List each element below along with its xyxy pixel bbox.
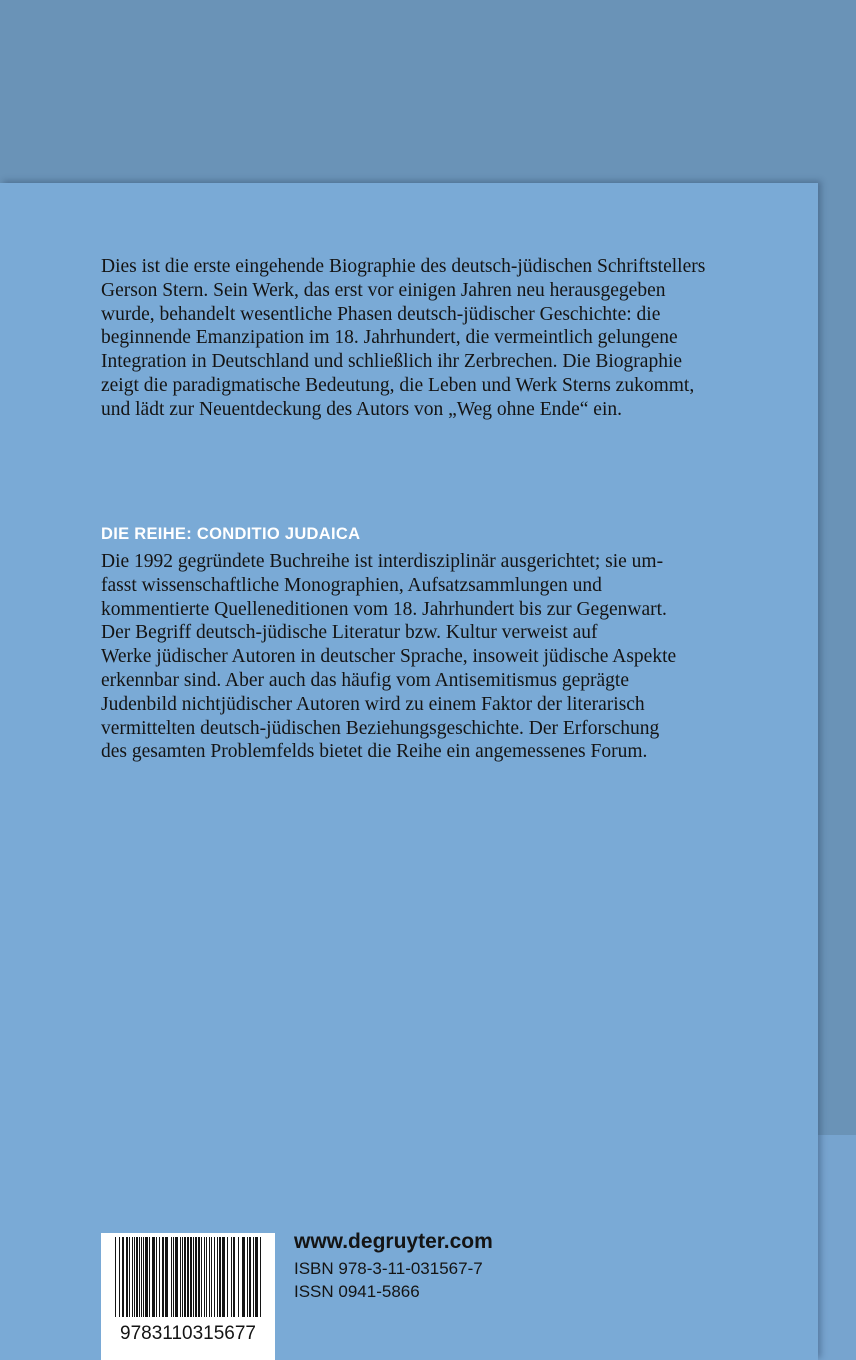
barcode-bar	[211, 1237, 212, 1317]
barcode-bar	[214, 1237, 215, 1317]
barcode-bar	[227, 1237, 228, 1317]
publisher-info	[294, 1230, 493, 1303]
barcode-bar	[233, 1237, 235, 1317]
barcode-bar	[193, 1237, 194, 1317]
barcode-bar	[134, 1237, 135, 1317]
barcode-bar	[141, 1237, 142, 1317]
barcode-bar	[260, 1237, 261, 1317]
barcode-bar	[165, 1237, 168, 1317]
issn-number: ISSN 0941-5866	[294, 1282, 420, 1301]
barcode-bar	[143, 1237, 144, 1317]
barcode-bar	[132, 1237, 133, 1317]
barcode-bar	[175, 1237, 178, 1317]
barcode-bar	[231, 1237, 232, 1317]
barcode-bar	[247, 1237, 248, 1317]
barcode-bar	[242, 1237, 245, 1317]
barcode-bar	[182, 1237, 183, 1317]
isbn-barcode	[101, 1233, 275, 1360]
barcode-bar	[136, 1237, 138, 1317]
barcode-bar	[152, 1237, 155, 1317]
intro-paragraph: Dies ist die erste eingehende Biographie des deutsch-jüdischen Schriftstellers Gerson Stern. Sein Werk, das erst vor einigen Jahren neu herausgegeben wurde, behandelt wesentliche Phasen deutsch-jüdischer Geschichte: die beginnende Emanzipation im 18. Jahrhundert, die vermeintlich gelungene Integration in Deutschland und schließlich ihr Zerbrechen. Die Biographie zeigt die paradigmatische Bedeutung, die Leben und Werk Sterns zukommt, und lädt zur Neuentdeckung des Autors von „Weg ohne Ende“ ein.	[101, 256, 706, 420]
barcode-bar	[115, 1237, 116, 1317]
barcode-bar	[119, 1237, 120, 1317]
series-paragraph: Die 1992 gegründete Buchreihe ist interdisziplinär ausgerichtet; sie um- fasst wissenschaftliche Monographien, Aufsatzsammlungen und kommentierte Quelleneditionen vom 18. Jahrhundert bis zur Gegenwart. Der Begriff deutsch-jüdische Literatur bzw. Kultur verweist auf Werke jüdischer Autoren in deutscher Sprache, insoweit jüdische Aspekte erkennbar sind. Aber auch das häufig vom Antisemitismus geprägte Judenbild nichtjüdischer Autoren wird zu einem Faktor der literarisch vermittelten deutsch-jüdischen Beziehungsgeschichte. Der Erforschung des gesamten Problemfelds bietet die Reihe ein angemessenes Forum.	[101, 551, 677, 763]
isbn-number: ISBN 978-3-11-031567-7	[294, 1259, 483, 1278]
barcode-bar	[255, 1237, 258, 1317]
barcode-bar	[145, 1237, 148, 1317]
background-panel-edge	[818, 1135, 856, 1360]
barcode-bar	[126, 1237, 128, 1317]
barcode-bar	[238, 1237, 239, 1317]
barcode-bar	[171, 1237, 172, 1317]
barcode-bar	[222, 1237, 225, 1317]
barcode-bar	[206, 1237, 207, 1317]
barcode-bar	[201, 1237, 202, 1317]
barcode-bar	[187, 1237, 189, 1317]
barcode-digits: 9783110315677	[120, 1323, 256, 1344]
barcode-bar	[173, 1237, 174, 1317]
barcode-bar	[198, 1237, 200, 1317]
publisher-url[interactable]: www.degruyter.com	[294, 1230, 493, 1253]
barcode-graphic	[101, 1233, 275, 1360]
barcode-bar	[139, 1237, 140, 1317]
barcode-bar	[219, 1237, 221, 1317]
barcode-bar	[209, 1237, 210, 1317]
barcode-bar	[253, 1237, 254, 1317]
series-heading: DIE REIHE: CONDITIO JUDAICA	[101, 525, 361, 543]
barcode-bar	[217, 1237, 218, 1317]
barcode-bar	[122, 1237, 124, 1317]
barcode-bar	[129, 1237, 130, 1317]
barcode-bar	[249, 1237, 251, 1317]
barcode-bar	[190, 1237, 192, 1317]
barcode-bar	[149, 1237, 150, 1317]
barcode-bar	[180, 1237, 181, 1317]
barcode-bar	[195, 1237, 197, 1317]
barcode-bar	[204, 1237, 205, 1317]
barcode-bar	[156, 1237, 157, 1317]
barcode-bar	[159, 1237, 160, 1317]
barcode-bar	[184, 1237, 186, 1317]
barcode-bar	[162, 1237, 164, 1317]
